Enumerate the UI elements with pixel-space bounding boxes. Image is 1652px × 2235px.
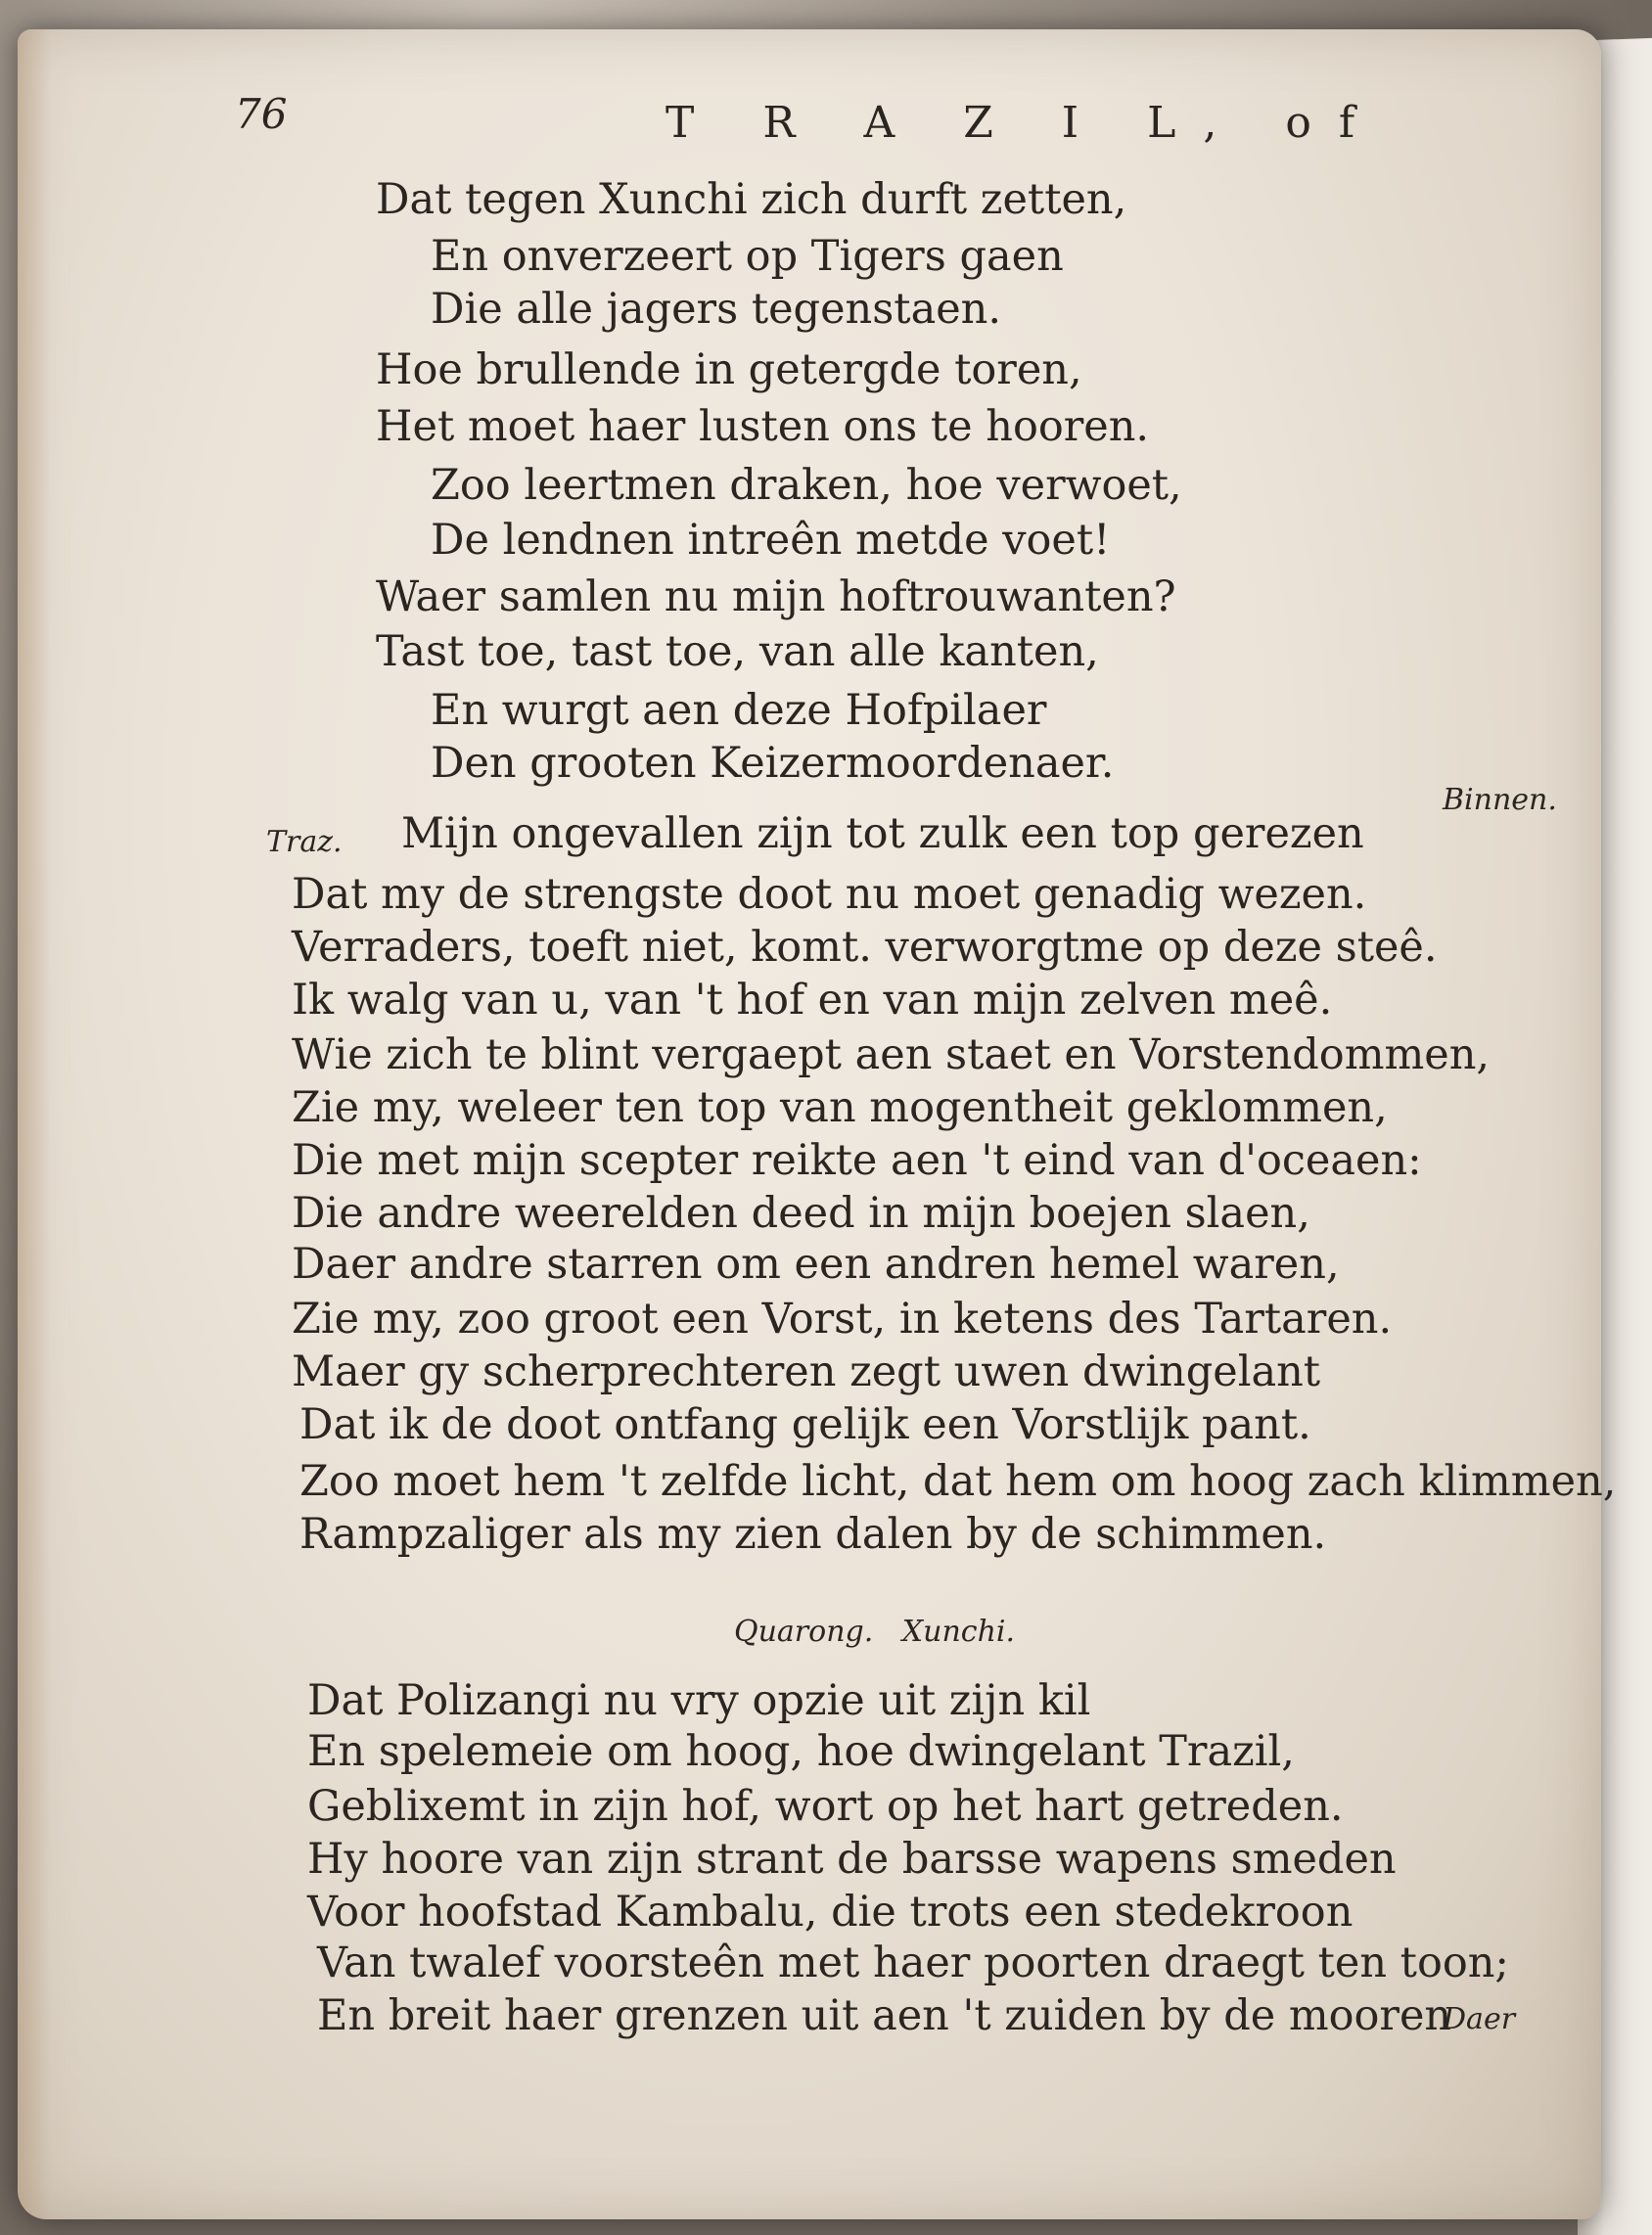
speech-line: Dat ik de doot ontfang gelijk een Vorstlijk pant. [299,1400,1311,1449]
verse-line: Hoe brullende in getergde toren, [376,345,1082,394]
verse-line: Dat tegen Xunchi zich durft zetten, [376,175,1127,224]
speech-line: Zoo moet hem 't zelfde licht, dat hem om hoog zach klimmen, [299,1457,1617,1506]
verse-line: Hy hoore van zijn strant de barsse wapens smeden [307,1835,1397,1884]
stage-direction: Binnen. [1443,783,1557,817]
verse-line: Waer samlen nu mijn hoftrouwanten? [376,572,1176,621]
speech-line: Ik walg van u, van 't hof en van mijn zelven meê. [292,976,1333,1025]
speech-line: Maer gy scherprechteren zegt uwen dwingelant [292,1347,1321,1396]
speech-line: Verraders, toeft niet, komt. verworgtme op deze steê. [292,923,1438,972]
speaker-label: Traz. [266,825,343,859]
verse-line: Voor hoofstad Kambalu, die trots een stedekroon [307,1888,1354,1937]
verse-line: Dat Polizangi nu vry opzie uit zijn kil [307,1676,1091,1725]
speakers-heading: Quarong. Xunchi. [734,1615,1016,1649]
verse-line: Geblixemt in zijn hof, wort op het hart getreden. [307,1782,1344,1831]
speech-line: Wie zich te blint vergaept aen staet en Vorstendommen, [292,1030,1491,1079]
verse-line: Het moet haer lusten ons te hooren. [376,402,1150,451]
speech-line: Mijn ongevallen zijn tot zulk een top gerezen [401,809,1364,858]
verse-line: Den grooten Keizermoordenaer. [431,739,1115,788]
speech-line: Rampzaliger als my zien dalen by de schimmen. [299,1510,1327,1559]
speech-line: Zie my, zoo groot een Vorst, in ketens des Tartaren. [292,1295,1393,1344]
verse-line: Die alle jagers tegenstaen. [431,285,1002,334]
verse-line: En spelemeie om hoog, hoe dwingelant Trazil, [307,1727,1295,1776]
catchword: Daer [1443,2002,1516,2036]
running-title: T R A Z I L, of [665,98,1383,148]
verse-line: Tast toe, tast toe, van alle kanten, [376,627,1099,676]
speech-line: Die andre weerelden deed in mijn boejen slaen, [292,1189,1310,1238]
verse-line: Van twalef voorsteên met haer poorten draegt ten toon; [317,1939,1509,1987]
speech-line: Die met mijn scepter reikte aen 't eind van d'oceaen: [292,1136,1422,1185]
verse-line: En wurgt aen deze Hofpilaer [431,686,1047,735]
page-number: 76 [235,90,288,138]
verse-line: En breit haer grenzen uit aen 't zuiden by de mooren [317,1991,1452,2040]
speech-line: Daer andre starren om een andren hemel waren, [292,1240,1340,1289]
verse-line: De lendnen intreên metde voet! [431,516,1111,565]
speech-line: Dat my de strengste doot nu moet genadig wezen. [292,870,1367,919]
speech-line: Zie my, weleer ten top van mogentheit geklommen, [292,1083,1388,1132]
verse-line: En onverzeert op Tigers gaen [431,232,1064,281]
verse-line: Zoo leertmen draken, hoe verwoet, [431,461,1182,510]
